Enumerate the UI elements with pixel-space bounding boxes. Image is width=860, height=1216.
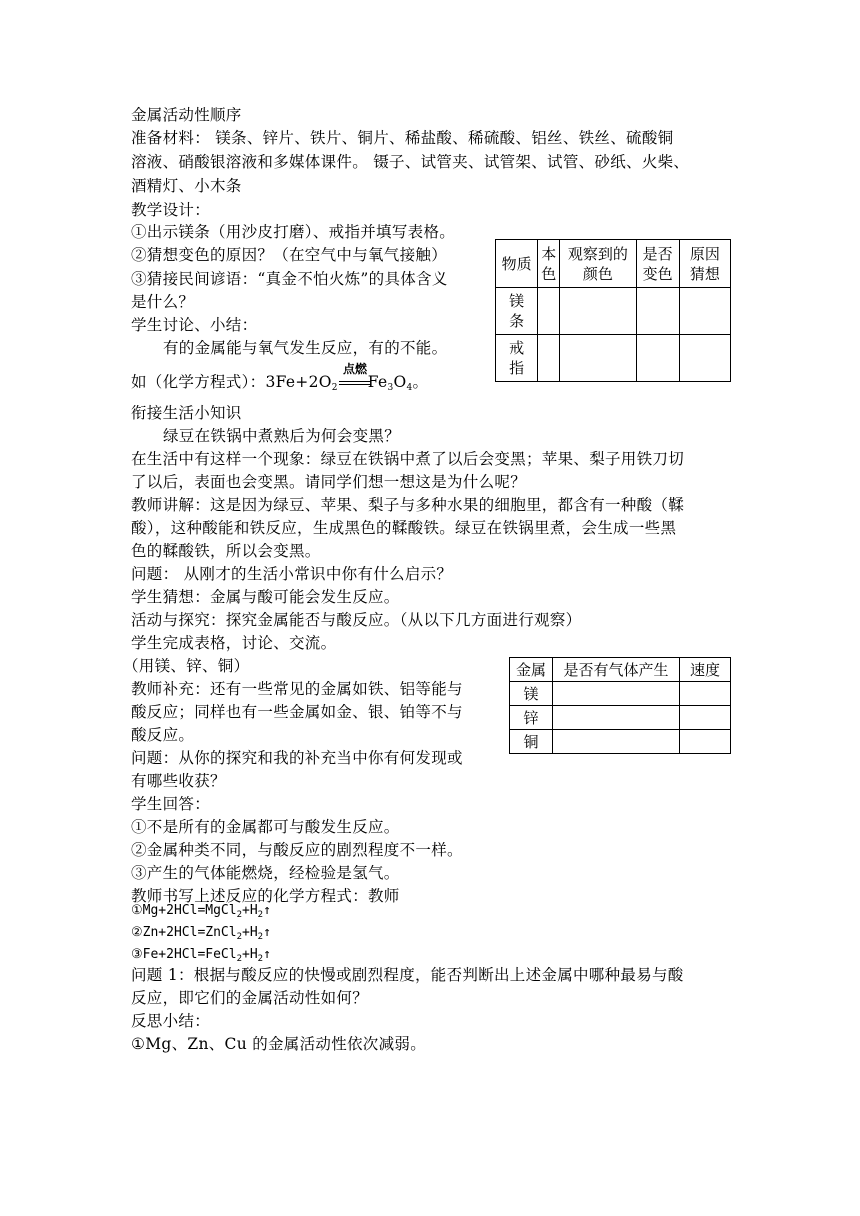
final-line-4: ①Mg、Zn、Cu 的金属活动性依次减弱。 (131, 1035, 427, 1053)
gas-table-cell: 铜 (510, 730, 553, 754)
gas-table-row (510, 706, 731, 730)
color-table-cell (679, 335, 730, 382)
step-3-cont: 是什么？ (131, 293, 195, 311)
color-table-cell (679, 288, 730, 335)
color-table-header-observed (560, 240, 636, 288)
gas-table-header-speed: 速度 (680, 658, 731, 682)
color-table-cell (560, 288, 636, 335)
equation-product-sub1: 3 (387, 383, 394, 393)
step-1: ①出示镁条（用沙皮打磨）、戒指并填写表格。 (131, 223, 456, 241)
color-table-cell: 镁 条 (496, 288, 538, 335)
life-question: 绿豆在铁锅中煮熟后为何会变黑？ (163, 427, 401, 445)
materials-line-3: 酒精灯、小木条 (131, 177, 242, 195)
eq-zn-h-sub: 2 (257, 932, 264, 942)
header-observed-label: 观察到的 颜色 (567, 244, 628, 283)
eq-fe-lhs: ③Fe+2HCl=FeCl (131, 947, 237, 962)
color-table-header-original (538, 240, 560, 288)
acid-line-3: 酸反应；同样也有一些金属如金、银、铂等不与 (131, 703, 463, 721)
eq-fe-h: +H (242, 947, 258, 962)
design-heading: 教学设计： (131, 201, 211, 219)
equation-bar-top (339, 381, 371, 382)
materials-line-2: 溶液、硝酸银溶液和多媒体课件。 镊子、试管夹、试管架、试管、砂纸、火柴、 (131, 153, 690, 171)
equation-prefix: 如（化学方程式）：3Fe+2O (131, 373, 332, 391)
step-2: ②猜想变色的原因？（在空气中与氧气接触） (131, 246, 448, 264)
color-table-header-substance (496, 240, 538, 288)
discussion-heading: 学生讨论、小结： (131, 316, 258, 334)
doc-title: 金属活动性顺序 (131, 106, 242, 124)
equation-bar-bottom (339, 384, 371, 385)
color-table-cell (636, 288, 679, 335)
color-table-header-reason (679, 240, 730, 288)
eq-mg-h-sub: 2 (257, 910, 264, 920)
equation-product-sub2: 4 (406, 383, 413, 393)
life-line-4: 酸），这种酸能和铁反应，生成黑色的鞣酸铁。绿豆在铁锅里煮，会生成一些黑 (131, 519, 677, 537)
materials-line-1: 准备材料： 镁条、锌片、铁片、铜片、稀盐酸、稀硫酸、铝丝、铁丝、硫酸铜 (131, 129, 674, 147)
gas-table-cell (553, 730, 680, 754)
equation-condition: 点燃 (342, 362, 367, 376)
life-line-5: 色的鞣酸铁，所以会变黑。 (131, 542, 321, 560)
gas-table-cell (553, 706, 680, 730)
color-table (495, 239, 731, 382)
final-line-2: 反应，即它们的金属活动性如何？ (131, 989, 369, 1007)
oxygen-equation (131, 371, 428, 400)
life-line-1: 在生活中有这样一个现象：绿豆在铁锅中煮了以后会变黑；苹果、梨子用铁刀切 (131, 450, 685, 468)
eq-mg-sub: 2 (236, 910, 242, 920)
equation-product: Fe (367, 373, 388, 391)
eq-zn-sub: 2 (236, 932, 242, 942)
color-table-cell (636, 335, 679, 382)
discussion-text: 有的金属能与氧气发生反应，有的不能。 (163, 339, 448, 357)
gas-table-header-row (510, 658, 731, 682)
acid-line-2: 教师补充：还有一些常见的金属如铁、铝等能与 (131, 680, 463, 698)
gas-table-row (510, 682, 731, 706)
step-3: ③猜接民间谚语：“真金不怕火炼”的具体含义 (131, 270, 448, 288)
header-reason-label: 原因 猜想 (689, 244, 720, 283)
eq-fe-sub: 2 (236, 954, 242, 964)
gas-up-arrow-icon: ↑ (263, 925, 271, 940)
eq-fe-h-sub: 2 (257, 954, 264, 964)
gas-table-header-metal: 金属 (510, 658, 553, 682)
gas-up-arrow-icon: ↑ (263, 947, 271, 962)
header-changed-label: 是否 变色 (642, 244, 673, 283)
life-line-8: 活动与探究：探究金属能否与酸反应。（从以下几方面进行观察） (131, 611, 582, 629)
eq-mg-lhs: ①Mg+2HCl=MgCl (131, 903, 237, 918)
color-table-header-changed (636, 240, 679, 288)
eq-zn-lhs: ②Zn+2HCl=ZnCl (131, 925, 237, 940)
gas-table-cell (553, 682, 680, 706)
color-table-row-mg (496, 288, 731, 335)
equation-product-mid: O (393, 373, 407, 391)
gas-table-cell (680, 682, 731, 706)
equation-end: 。 (412, 373, 429, 391)
acid-line-10: ③产生的气体能燃烧，经检验是氢气。 (131, 864, 400, 882)
eq-zn-h: +H (242, 925, 258, 940)
equation-o2-sub: 2 (331, 383, 338, 393)
gas-table (509, 657, 731, 754)
gas-table-cell (680, 706, 731, 730)
gas-table-cell (680, 730, 731, 754)
acid-line-4: 酸反应。 (131, 726, 195, 744)
eq-mg-h: +H (242, 903, 258, 918)
color-table-cell (538, 288, 560, 335)
color-table-cell: 戒 指 (496, 335, 538, 382)
color-table-row-ring (496, 335, 731, 382)
acid-line-9: ②金属种类不同，与酸反应的剧烈程度不一样。 (131, 841, 463, 859)
life-line-9: 学生完成表格，讨论、交流。 (131, 634, 337, 652)
acid-line-11: 教师书写上述反应的化学方程式：教师 (131, 887, 400, 905)
acid-line-7: 学生回答： (131, 795, 211, 813)
life-heading: 衔接生活小知识 (131, 404, 242, 422)
final-line-3: 反思小结： (131, 1012, 211, 1030)
acid-line-5: 问题：从你的探究和我的补充当中你有何发现或 (131, 749, 463, 767)
final-line-1: 问题 1：根据与酸反应的快慢或剧烈程度，能否判断出上述金属中哪种最易与酸 (131, 966, 684, 984)
color-table-cell (560, 335, 636, 382)
acid-line-1: （用镁、锌、铜） (123, 657, 250, 675)
gas-up-arrow-icon: ↑ (263, 903, 271, 918)
life-line-7: 学生猜想：金属与酸可能会发生反应。 (131, 588, 400, 606)
gas-table-row (510, 730, 731, 754)
life-line-3: 教师讲解：这是因为绿豆、苹果、梨子与多种水果的细胞里，都含有一种酸（鞣 (131, 496, 685, 514)
acid-line-6: 有哪些收获？ (131, 772, 226, 790)
header-substance-label: 物质 (501, 254, 532, 273)
color-table-header-row (496, 240, 731, 288)
life-line-2: 了以后，表面也会变黑。请同学们想一想这是为什么呢？ (131, 473, 527, 491)
color-table-cell (538, 335, 560, 382)
header-original-label: 本 色 (541, 244, 557, 283)
life-line-6: 问题： 从刚才的生活小常识中你有什么启示？ (131, 565, 453, 583)
gas-table-cell: 锌 (510, 706, 553, 730)
gas-table-header-gas: 是否有气体产生 (553, 658, 680, 682)
acid-line-8: ①不是所有的金属都可与酸发生反应。 (131, 818, 400, 836)
gas-table-cell: 镁 (510, 682, 553, 706)
